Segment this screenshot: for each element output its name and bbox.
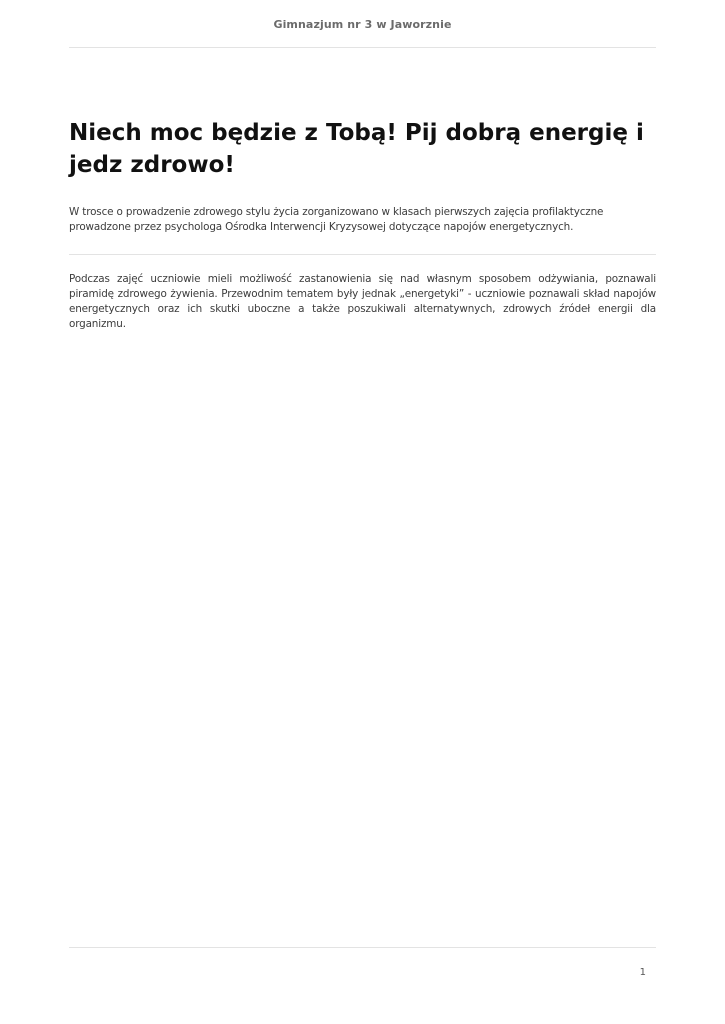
article-title: Niech moc będzie z Tobą! Pij dobrą energię i jedz zdrowo! — [69, 120, 644, 178]
footer-divider — [69, 947, 656, 948]
header-divider — [69, 47, 656, 48]
article-lead: W trosce o prowadzenie zdrowego stylu życia zorganizowano w klasach pierwszych zajęcia profilaktyczne prowadzone przez psychologa Ośrodka Interwencji Kryzysowej dotyczące napojów energetycznych. — [69, 206, 604, 233]
page-header-school-name: Gimnazjum nr 3 w Jaworznie — [273, 18, 452, 31]
lead-divider — [69, 254, 656, 255]
page-number: 1 — [639, 967, 646, 978]
article-body: Podczas zajęć uczniowie mieli możliwość zastanowienia się nad własnym sposobem odżywiania, poznawali piramidę zdrowego żywienia. Przewodnim tematem były jednak „energetyki” - uczniowie poznawali skład napojów energetycznych oraz ich skutki uboczne a także poszukiwali alternatywnych, zdrowych źródeł energii dla organizmu. — [69, 273, 656, 330]
